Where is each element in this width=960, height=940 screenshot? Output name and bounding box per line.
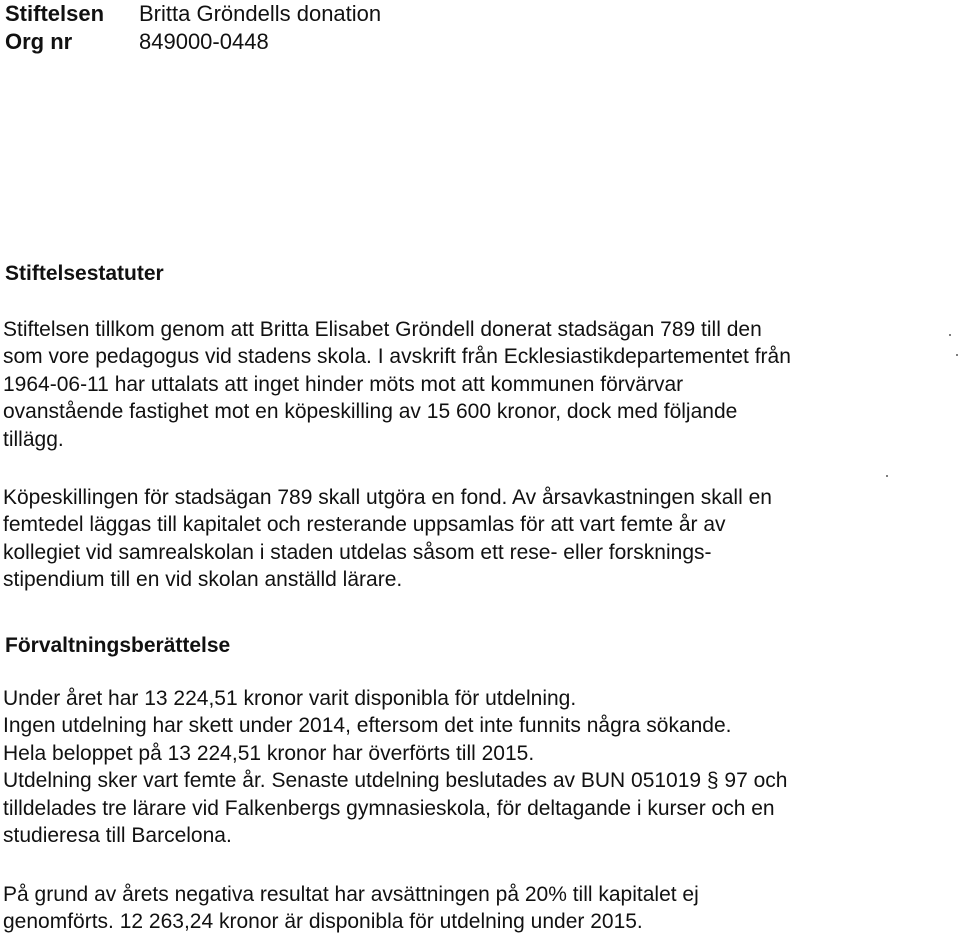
- report-heading: Förvaltningsberättelse: [5, 634, 231, 657]
- report-paragraph-2: På grund av årets negativa resultat har avsättningen på 20% till kapitalet ej genomförts. 12 263,24 kronor är disponibla för utdelning under 2015.: [3, 883, 699, 934]
- statutes-paragraph-2: Köpeskillingen för stadsägan 789 skall utgöra en fond. Av årsavkastningen skall en femtedel läggas till kapitalet och resterande uppsamlas för att vart femte år av kollegiet vid samrealskolan i staden utdelas såsom ett rese- eller forsknings- stipendium till en vid skolan anställd lärare.: [3, 486, 772, 592]
- scan-speck: [956, 354, 958, 356]
- org-number-label: Org nr: [5, 29, 73, 54]
- foundation-name: Britta Gröndells donation: [139, 1, 382, 26]
- statutes-heading: Stiftelsestatuter: [5, 262, 164, 285]
- scan-speck: [886, 475, 888, 477]
- foundation-row: [5, 0, 381, 28]
- scan-speck: [949, 334, 951, 336]
- foundation-label: Stiftelsen: [5, 1, 105, 26]
- org-number-row: [5, 28, 269, 56]
- report-paragraph-1: Under året har 13 224,51 kronor varit disponibla för utdelning. Ingen utdelning har skett under 2014, eftersom det inte funnits några sökande. Hela beloppet på 13 224,51 kronor har överförts till 2015. Utdelning sker vart femte år. Senaste utdelning beslutades av BUN 051019 § 97 och tilldelades tre lärare vid Falkenbergs gymnasieskola, för deltagande i kurser och en studieresa till Barcelona.: [3, 687, 788, 848]
- org-number-value: 849000-0448: [139, 29, 269, 54]
- statutes-paragraph-1: Stiftelsen tillkom genom att Britta Elisabet Gröndell donerat stadsägan 789 till den som vore pedagogus vid stadens skola. I avskrift från Ecklesiastikdepartementet från 1964-06-11 har uttalats att inget hinder möts mot att kommunen förvärvar ovanstående fastighet mot en köpeskilling av 15 600 kronor, dock med följande tillägg.: [3, 318, 791, 451]
